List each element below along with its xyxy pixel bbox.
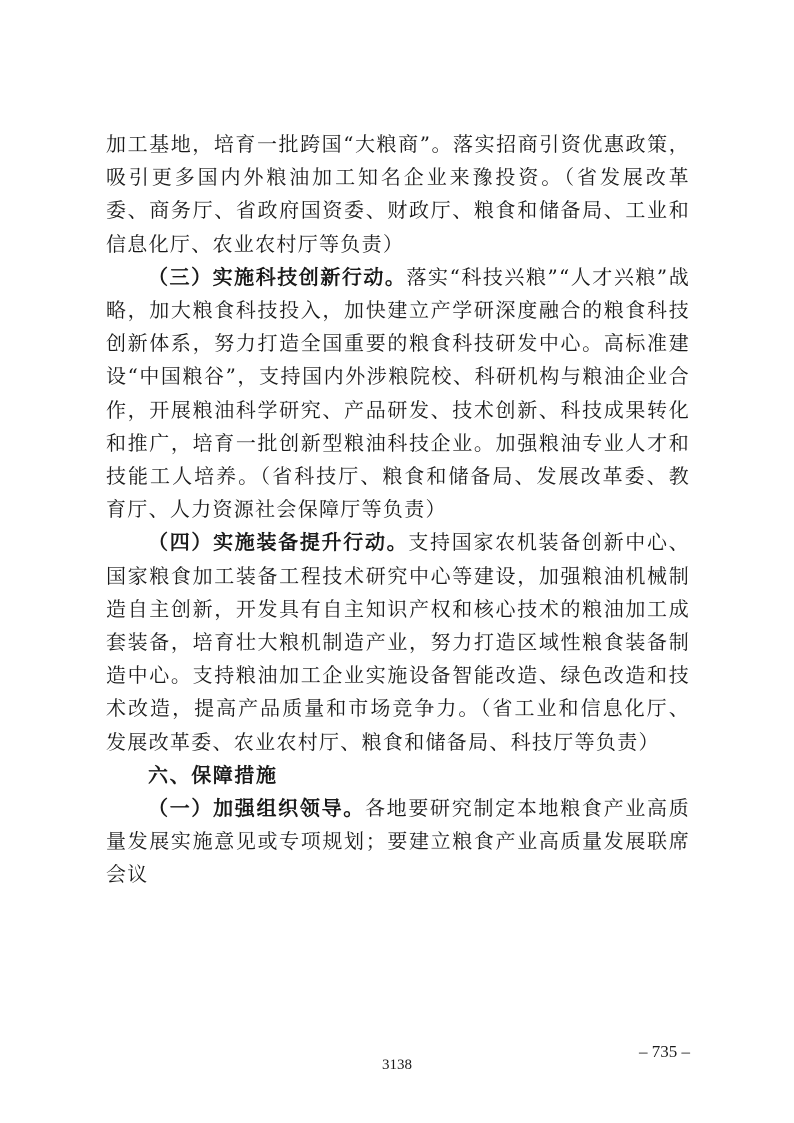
paragraph-text: 支持国家农机装备创新中心、国家粮食加工装备工程技术研究中心等建设，加强粮油机械制造自主创新，开发具有自主知识产权和核心技术的粮油加工成套装备，培育壮大粮机制造产业，努力打造区域性粮食装备制造中心。支持粮油加工企业实施设备智能改造、绿色改造和技术改造，提高产品质量和市场竞争力。（省工业和信息化厅、发展改革委、农业农村厅、粮食和储备局、科技厅等负责） <box>106 530 690 754</box>
paragraph-text: 落实“科技兴粮”“人才兴粮”战略，加大粮食科技投入，加快建立产学研深度融合的粮食科技创新体系，努力打造全国重要的粮食科技研发中心。高标准建设“中国粮谷”，支持国内外涉粮院校、科研机构与粮油企业合作，开展粮油科学研究、产品研发、技术创新、科技成果转化和推广，培育一批创新型粮油科技企业。加强粮油专业人才和技能工人培养。（省科技厅、粮食和储备局、发展改革委、教育厅、人力资源社会保障厅等负责） <box>106 264 690 522</box>
paragraph-tech-innovation <box>106 261 690 527</box>
section-heading: 六、保障措施 <box>148 762 278 787</box>
paragraph-title: （四）实施装备提升行动。 <box>148 530 409 555</box>
paragraph-text: 各地要研究制定本地粮食产业高质量发展实施意见或专项规划；要建立粮食产业高质量发展联席会议 <box>106 796 691 887</box>
page-code: 3138 <box>382 1057 412 1073</box>
body-text <box>106 128 690 892</box>
paragraph-equipment-upgrade <box>106 526 690 758</box>
paragraph-text: 加工基地，培育一批跨国“大粮商”。落实招商引资优惠政策，吸引更多国内外粮油加工知名企业来豫投资。（省发展改革委、商务厅、省政府国资委、财政厅、粮食和储备局、工业和信息化厅、农业农村厅等负责） <box>106 132 690 256</box>
paragraph-organization-leadership <box>106 792 690 892</box>
paragraph-title: （三）实施科技创新行动。 <box>148 264 407 289</box>
paragraph-title: （一）加强组织领导。 <box>148 796 365 821</box>
page-number: – 735 – <box>639 1042 690 1061</box>
paragraph-continuation <box>106 128 690 261</box>
